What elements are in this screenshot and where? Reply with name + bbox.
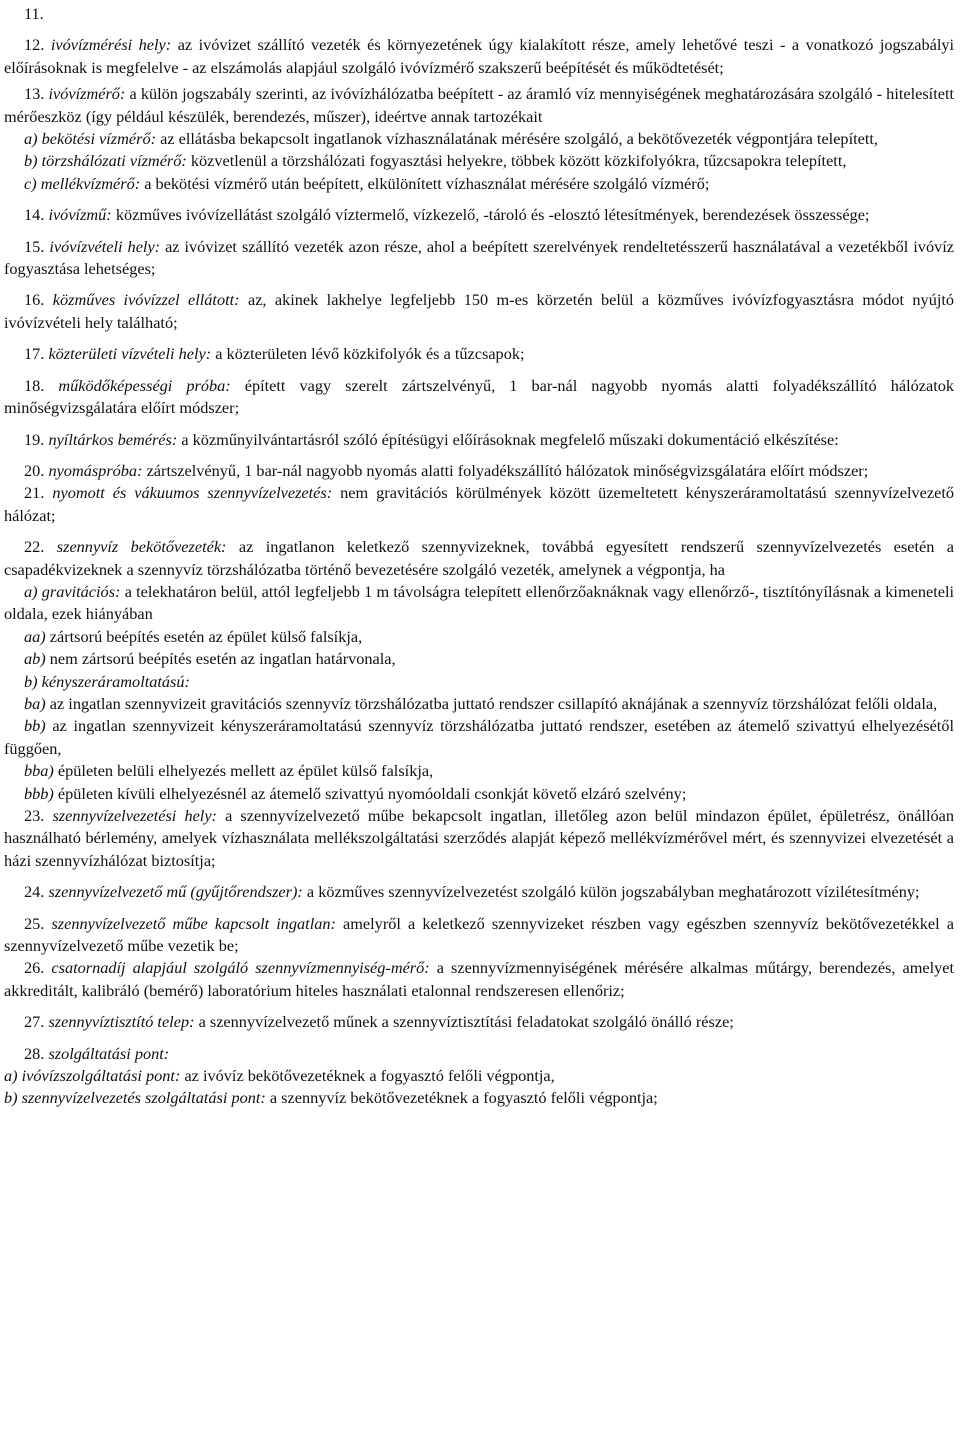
definition-27 (4, 1011, 954, 1033)
term: nyíltárkos bemérés: (48, 429, 178, 449)
definition-text: az ingatlan szennyvizeit gravitációs szennyvíz törzshálózatba juttató rendszer csillapító aknájának a szennyvíz törzshálózat felőli oldala, (49, 693, 938, 713)
definition-text: az ellátásba bekapcsolt ingatlanok vízhasználatának mérésére szolgáló, a bekötővezeték végpontjára telepített, (160, 129, 878, 149)
definition-28 (4, 1043, 954, 1065)
definition-text: zártsorú beépítés esetén az épület külső falsíkja, (49, 626, 363, 646)
definition-text: nem zártsorú beépítés esetén az ingatlan határvonala, (49, 649, 396, 669)
definition-21 (4, 482, 954, 527)
definition-15 (4, 236, 954, 281)
item-number: 26. (24, 958, 45, 978)
item-number: 21. (24, 483, 45, 503)
definition-text: az, akinek lakhelye legfeljebb 150 m-es körzetén belül a közműves ivóvízfogyasztásra módot nyújtó ivóvízvételi hely található; (4, 290, 955, 332)
term: b) szennyvízelvezetés szolgáltatási pont: (4, 1088, 266, 1108)
definition-text: az ivóvizet szállító vezeték és környezetének úgy kialakított része, amely lehetővé teszi - a vonatkozó jogszabályi előírásoknak is megfelelve - az elszámolás alapjául szolgáló ivóvízmérő szakszerű beépítését és működtetését; (4, 35, 955, 77)
term: szolgáltatási pont: (48, 1043, 170, 1063)
definition-text: a közműnyilvántartásról szóló építésügyi előírásoknak megfelelő műszaki dokumentáció elkészítése: (181, 429, 839, 449)
term: c) mellékvízmérő: (24, 173, 141, 193)
definition-17 (4, 343, 954, 365)
term: nyomott és vákuumos szennyvízelvezetés: (52, 483, 333, 503)
subitem-22bbb (4, 783, 954, 805)
item-number: 18. (24, 375, 45, 395)
definition-23 (4, 805, 954, 872)
definition-text: az ivóvizet szállító vezeték azon része, ahol a beépített szerelvények rendeltetésszerű használatával a vezetékből ivóvíz fogyasztása lehetséges; (4, 236, 954, 279)
item-number: 12. (24, 35, 45, 55)
item-number: 15. (24, 236, 45, 256)
definition-14 (4, 204, 954, 226)
item-number: 23. (24, 806, 45, 825)
term: ivóvízmérési hely: (50, 35, 172, 55)
definition-16 (4, 289, 954, 334)
definition-text: a szennyvíz bekötővezetéknek a fogyasztó felőli végpontja; (269, 1088, 658, 1108)
term: ba) (24, 693, 46, 713)
definition-19 (4, 429, 954, 451)
definition-text: nem gravitációs körülmények között üzemeltetett kényszeráramoltatású szennyvízelvezető hálózat; (4, 483, 954, 525)
definition-text: amelyről a keletkező szennyvizeket részben vagy egészben szennyvíz bekötővezetékkel a szennyvízelvezető műbe vezetik be; (4, 913, 954, 956)
definition-text: közműves ivóvízellátást szolgáló víztermelő, vízkezelő, -tároló és -elosztó létesítmények, berendezések összessége; (115, 205, 870, 225)
definition-text: a közműves szennyvízelvezetést szolgáló külön jogszabályban meghatározott vízilétesítmény; (306, 882, 920, 902)
definition-text: a bekötési vízmérő után beépített, elkülönített vízhasználat mérésére szolgáló vízmérő; (144, 173, 710, 193)
definition-text: épített vagy szerelt zártszelvényű, 1 bar-nál nagyobb nyomás alatti folyadékszállító hálózatok minőségvizsgálatára előírt módszer; (4, 375, 954, 418)
term: aa) (24, 626, 46, 646)
term: a) gravitációs: (24, 581, 121, 601)
subitem-13b (4, 150, 954, 172)
subitem-22bb (4, 715, 954, 760)
subitem-22bba (4, 760, 954, 782)
subitem-22ab (4, 648, 954, 670)
term: bbb) (24, 783, 54, 803)
definition-text: a szennyvízelvezető műbe bekapcsolt ingatlan, illetőleg azon belül mindazon épület, épületrész, önállóan használható bérlemény, amelyek vízhasználata mellékszolgáltatási szerződés alapját képező mellékvízmérővel mért, és szennyvizei elvezetését a házi szennyvízhálózat biztosítja; (4, 806, 954, 870)
item-number: 16. (24, 290, 45, 310)
subitem-22aa (4, 626, 954, 648)
item-number: 11. (24, 4, 44, 23)
definition-25 (4, 913, 954, 958)
definition-text: közvetlenül a törzshálózati fogyasztási helyekre, többek között közkifolyókra, tűzcsapokra telepített, (190, 151, 847, 171)
item-number: 19. (24, 429, 45, 449)
term: bba) (24, 761, 54, 781)
definition-24 (4, 881, 954, 903)
definition-22 (4, 536, 954, 581)
subitem-22a (4, 581, 954, 626)
item-11 (4, 3, 954, 25)
item-number: 22. (24, 537, 45, 557)
subitem-13a (4, 128, 954, 150)
term: b) törzshálózati vízmérő: (24, 151, 187, 171)
subitem-22b (4, 671, 954, 693)
term: b) kényszeráramoltatású: (24, 671, 190, 691)
item-number: 20. (24, 460, 45, 480)
subitem-28a (4, 1065, 954, 1087)
term: ivóvízvételi hely: (49, 236, 161, 256)
item-number: 17. (24, 344, 45, 364)
definition-text: a szennyvízelvezető műnek a szennyvíztisztítási feladatokat szolgáló önálló része; (198, 1012, 734, 1032)
term: közműves ivóvízzel ellátott: (52, 290, 240, 310)
term: közterületi vízvételi hely: (48, 344, 212, 364)
definition-text: zártszelvényű, 1 bar-nál nagyobb nyomás alatti folyadékszállító hálózatok minőségvizsgálatára előírt módszer; (146, 460, 869, 480)
definition-text: az ingatlanon keletkező szennyvizeknek, továbbá egyesített rendszerű szennyvízelvezetés esetén a csapadékvizeknek a szennyvíz törzshálózatba történő bevezetésére szolgáló vezeték, amelynek a végpontja, ha (4, 537, 954, 579)
term: működőképességi próba: (58, 375, 231, 395)
term: ivóvízmű: (48, 205, 112, 225)
term: szennyvízelvezető mű (gyűjtőrendszer): (48, 882, 303, 902)
definition-text: a külön jogszabály szerinti, az ivóvízhálózatba beépített - az áramló víz mennyiségének meghatározására szolgáló - hitelesített mérőeszköz (így például készülék, berendezés, műszer), ideértve annak tartozékait (4, 84, 955, 126)
subitem-13c (4, 173, 954, 195)
definition-text: épületen belüli elhelyezés mellett az épület külső falsíkja, (57, 761, 434, 781)
term: szennyvízelvezető műbe kapcsolt ingatlan: (51, 913, 336, 933)
item-number: 14. (24, 205, 45, 225)
item-number: 28. (24, 1043, 45, 1063)
item-number: 25. (24, 913, 45, 933)
definition-26 (4, 957, 954, 1002)
term: ivóvízmérő: (48, 84, 126, 104)
definition-text: épületen kívüli elhelyezésnél az átemelő szivattyú nyomóoldali csonkját követő elzáró szelvény; (57, 783, 687, 803)
term: ab) (24, 649, 46, 669)
term: szennyvíz bekötővezeték: (56, 537, 227, 557)
term: csatornadíj alapjául szolgáló szennyvízmennyiség-mérő: (51, 958, 430, 978)
term: szennyvíztisztító telep: (48, 1012, 195, 1032)
item-number: 24. (24, 882, 45, 902)
item-number: 13. (24, 84, 45, 104)
term: a) ivóvízszolgáltatási pont: (4, 1066, 181, 1086)
definition-18 (4, 375, 954, 420)
subitem-22ba (4, 693, 954, 715)
definition-text: a telekhatáron belül, attól legfeljebb 1 m távolságra telepített ellenőrzőaknáknak vagy ellenőrző-, tisztítónyílásnak a kimeneteli oldala, ezek hiányában (4, 581, 955, 624)
definition-12 (4, 34, 954, 79)
definition-text: a szennyvízmennyiségének mérésére alkalmas műtárgy, berendezés, amelyet akkreditált, kalibráló (bemérő) laboratórium hiteles használati etalonnal rendszeresen ellenőriz; (4, 958, 955, 1000)
term: a) bekötési vízmérő: (24, 129, 157, 149)
term: bb) (24, 716, 46, 736)
definition-text: az ivóvíz bekötővezetéknek a fogyasztó felőli végpontja, (184, 1066, 555, 1086)
term: szennyvízelvezetési hely: (52, 806, 217, 825)
definition-text: a közterületen lévő közkifolyók és a tűzcsapok; (215, 344, 525, 364)
subitem-28b (4, 1087, 954, 1109)
item-number: 27. (24, 1012, 45, 1032)
definition-text: az ingatlan szennyvizeit kényszeráramoltatású szennyvíz törzshálózatba juttató rendszer, esetében az átemelő szivattyú elhelyezésétől függően, (4, 716, 954, 758)
definition-20 (4, 460, 954, 482)
term: nyomáspróba: (48, 460, 143, 480)
definition-13 (4, 83, 954, 128)
